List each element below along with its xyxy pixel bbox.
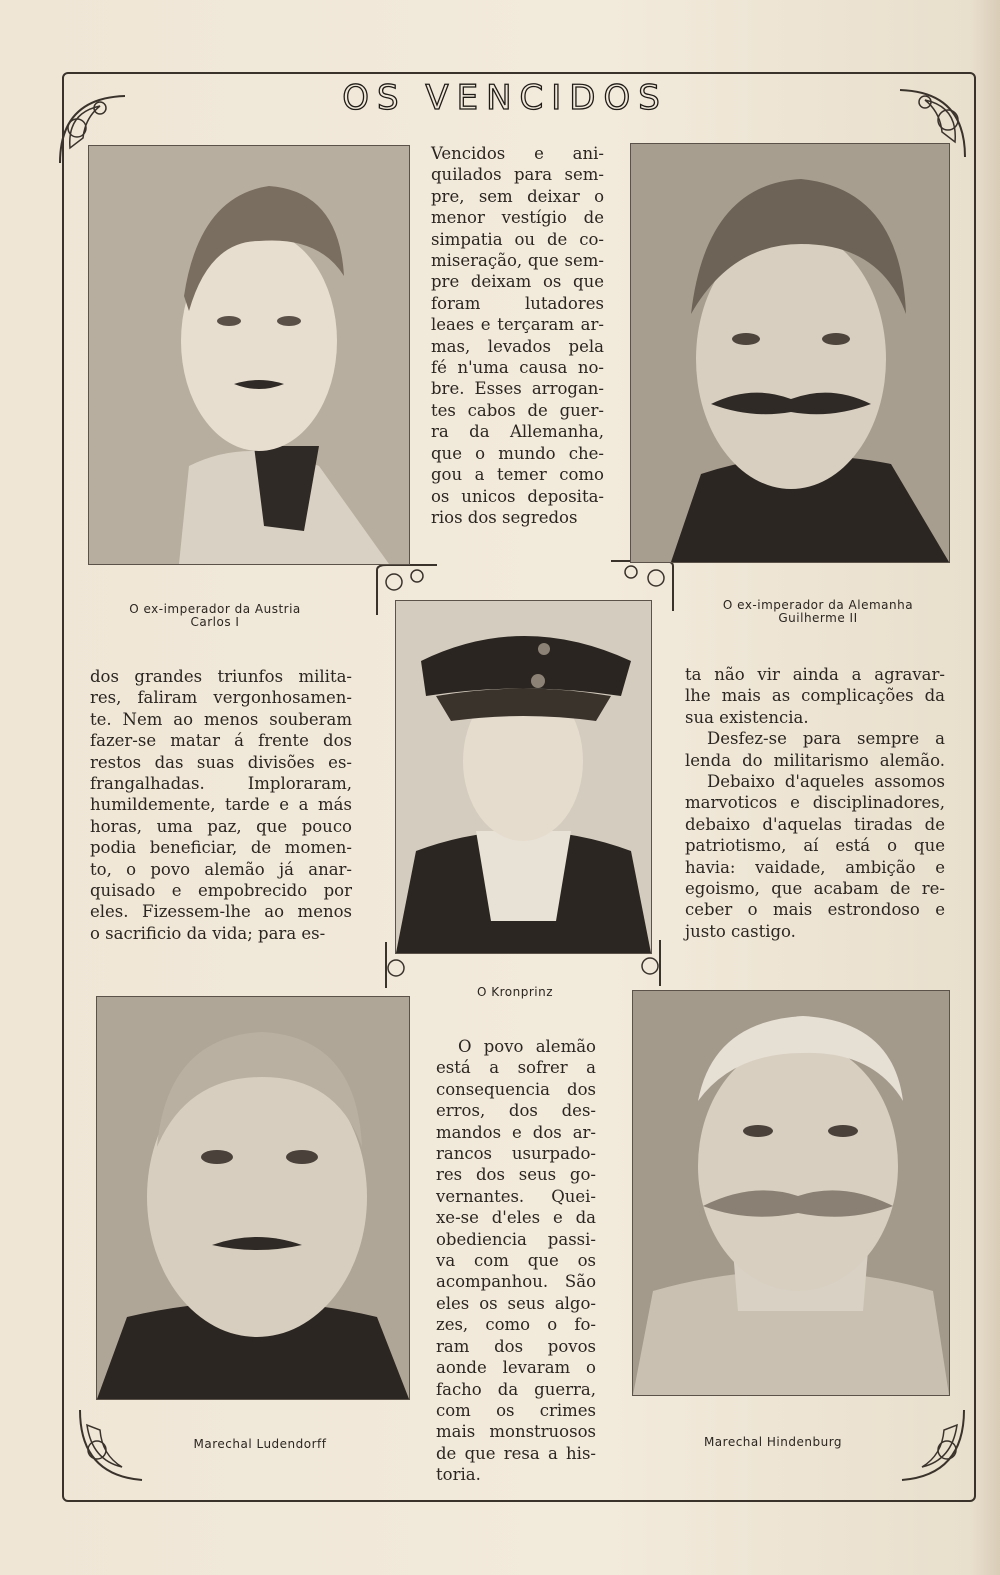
text-line: zes, como o fo- bbox=[436, 1315, 596, 1335]
text-line: lenda do militarismo alemão. bbox=[685, 750, 945, 770]
text-line: ceber o mais estrondoso e bbox=[685, 900, 945, 920]
text-line: rancos usurpado- bbox=[436, 1144, 596, 1164]
text-line: o sacrificio da vida; para es- bbox=[90, 923, 326, 943]
text-column-right bbox=[685, 664, 945, 942]
text-column-left bbox=[90, 666, 352, 944]
text-line: to, o povo alemão já anar- bbox=[90, 859, 352, 879]
text-line: fazer-se matar á frente dos bbox=[90, 731, 352, 751]
text-line: vernantes. Quei- bbox=[436, 1186, 596, 1206]
text-line: foram lutadores bbox=[431, 293, 604, 313]
page-title: OS VENCIDOS bbox=[342, 78, 668, 118]
text-line: Debaixo d'aqueles assomos bbox=[707, 772, 945, 792]
text-line: obediencia passi- bbox=[436, 1229, 596, 1249]
text-line: menor vestígio de bbox=[431, 208, 604, 228]
text-line: havia: vaidade, ambição e bbox=[685, 857, 945, 877]
text-line: aonde levaram o bbox=[436, 1358, 596, 1378]
text-line: toria. bbox=[436, 1465, 481, 1485]
text-line: gou a temer como bbox=[431, 465, 604, 485]
text-line: res, faliram vergonhosamen- bbox=[90, 688, 352, 708]
photo-ludendorff bbox=[96, 996, 410, 1400]
text-column-bottom bbox=[436, 1036, 596, 1486]
text-line: dos grandes triunfos milita- bbox=[90, 667, 352, 686]
text-line: restos das suas divisões es- bbox=[90, 752, 352, 772]
text-line: res dos seus go- bbox=[436, 1165, 596, 1185]
text-line: os unicos deposita- bbox=[431, 486, 604, 506]
text-line: egoismo, que acabam de re- bbox=[685, 879, 945, 899]
caption-kronprinz: O Kronprinz bbox=[476, 985, 554, 999]
text-line: horas, uma paz, que pouco bbox=[90, 816, 352, 836]
caption-hindenburg: Marechal Hindenburg bbox=[703, 1435, 843, 1449]
text-line: debaixo d'aquelas tiradas de bbox=[685, 814, 945, 834]
text-line: eles. Fizessem-lhe ao menos bbox=[90, 902, 352, 922]
text-line: ram dos povos bbox=[436, 1336, 596, 1356]
photo-guilherme-ii bbox=[630, 143, 950, 563]
corner-ornament-bottom-left bbox=[72, 1405, 152, 1485]
text-line: acompanhou. São bbox=[436, 1272, 596, 1292]
text-line: Vencidos e ani- bbox=[431, 144, 604, 163]
text-line: fé n'uma causa no- bbox=[431, 358, 604, 378]
text-line: humildemente, tarde e a más bbox=[90, 795, 352, 815]
text-line: marvoticos e disciplinadores, bbox=[685, 793, 945, 813]
text-line: te. Nem ao menos souberam bbox=[90, 709, 352, 729]
corner-ornament-bottom-right bbox=[892, 1405, 972, 1485]
text-line: patriotismo, aí está o que bbox=[685, 836, 945, 856]
text-line: podia beneficiar, de momen- bbox=[90, 838, 352, 858]
text-line: rios dos segredos bbox=[431, 507, 578, 527]
text-line: simpatia ou de co- bbox=[431, 229, 604, 249]
text-line: com os crimes bbox=[436, 1400, 596, 1420]
caption-ludendorff: Marechal Ludendorff bbox=[193, 1437, 327, 1451]
text-line: mas, levados pela bbox=[431, 336, 604, 356]
text-line: consequencia dos bbox=[436, 1079, 596, 1099]
text-line: mais monstruosos bbox=[436, 1422, 596, 1442]
caption-carlos-i: O ex-imperador da Austria Carlos I bbox=[129, 602, 301, 629]
text-line: mandos e dos ar- bbox=[436, 1122, 596, 1142]
text-line: quisado e empobrecido por bbox=[90, 881, 352, 901]
text-line: pre deixam os que bbox=[431, 272, 604, 292]
text-line: está a sofrer a bbox=[436, 1058, 596, 1078]
text-line: O povo alemão bbox=[458, 1037, 596, 1056]
text-line: ta não vir ainda a agravar- bbox=[685, 665, 945, 684]
caption-guilherme-ii: O ex-imperador da Alemanha Guilherme II bbox=[722, 598, 914, 625]
text-line: miseração, que sem- bbox=[431, 251, 604, 271]
text-line: tes cabos de guer- bbox=[431, 400, 604, 420]
text-line: justo castigo. bbox=[685, 921, 796, 941]
text-column-top bbox=[431, 143, 604, 528]
text-line: de que resa a his- bbox=[436, 1443, 596, 1463]
photo-kronprinz bbox=[395, 600, 652, 954]
text-line: frangalhadas. Imploraram, bbox=[90, 774, 352, 794]
text-line: facho da guerra, bbox=[436, 1379, 596, 1399]
text-line: eles os seus algo- bbox=[436, 1293, 596, 1313]
text-line: leaes e terçaram ar- bbox=[431, 315, 604, 335]
text-line: pre, sem deixar o bbox=[431, 186, 604, 206]
text-line: ra da Allemanha, bbox=[431, 422, 604, 442]
photo-hindenburg bbox=[632, 990, 950, 1396]
text-line: bre. Esses arrogan- bbox=[431, 379, 604, 399]
text-line: va com que os bbox=[436, 1251, 596, 1271]
text-line: erros, dos des- bbox=[436, 1101, 596, 1121]
text-line: Desfez-se para sempre a bbox=[707, 729, 945, 749]
photo-carlos-i bbox=[88, 145, 410, 565]
text-line: sua existencia. bbox=[685, 707, 809, 727]
text-line: xe-se d'eles e da bbox=[436, 1208, 596, 1228]
text-line: lhe mais as complicações da bbox=[685, 686, 945, 706]
text-line: que o mundo che- bbox=[431, 443, 604, 463]
text-line: quilados para sem- bbox=[431, 165, 604, 185]
